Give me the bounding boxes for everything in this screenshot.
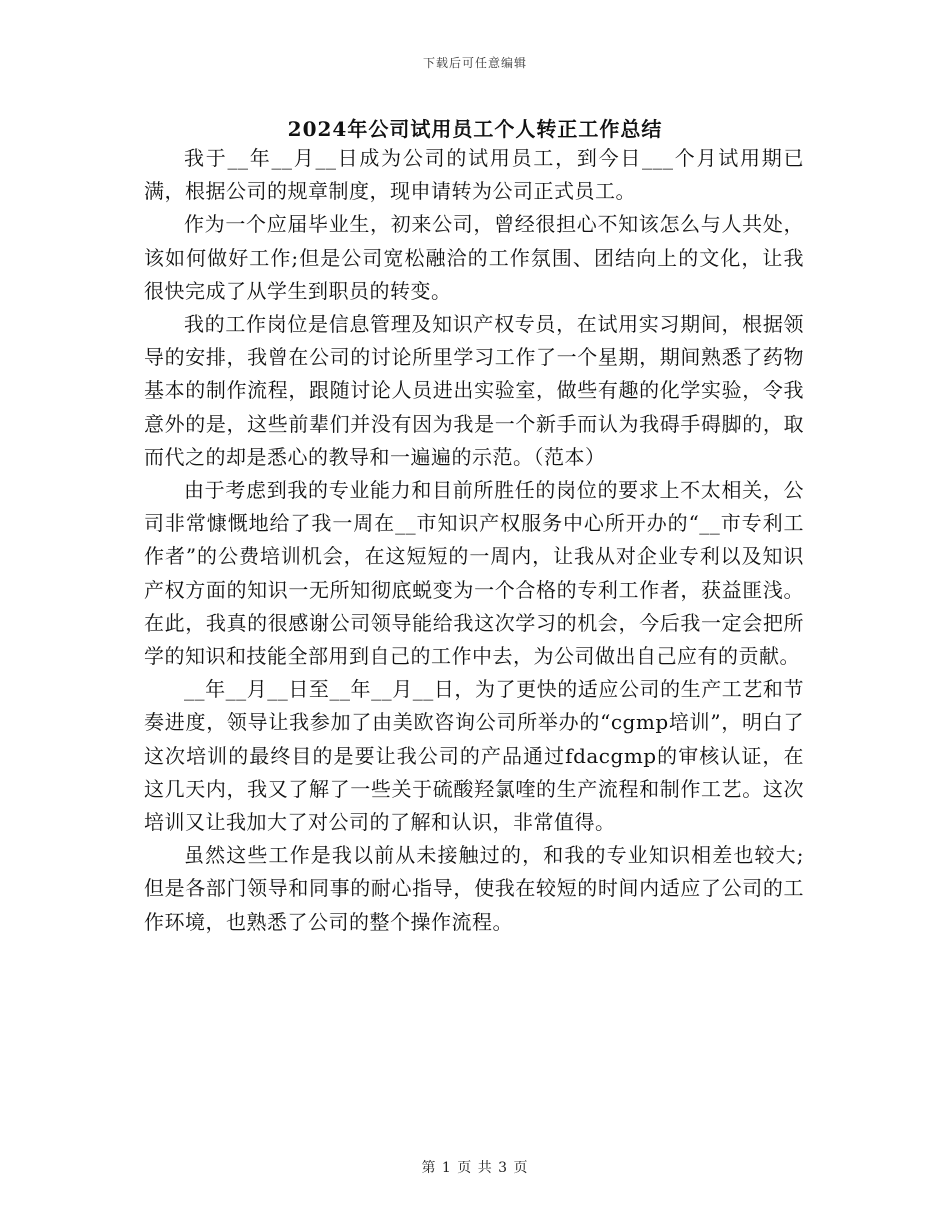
paragraph: __年__月__日至__年__月__日，为了更快的适应公司的生产工艺和节奏进度，领导让我参加了由美欧咨询公司所举办的“cgmp培训”，明白了这次培训的最终目的是要让我公司的产品通过fdacgmp的审核认证，在这几天内，我又了解了一些关于硫酸羟氯喹的生产流程和制作工艺。这次培训又让我加大了对公司的了解和认识，非常值得。 — [144, 677, 804, 835]
paragraph: 我于__年__月__日成为公司的试用员工，到今日___个月试用期已满，根据公司的规章制度，现申请转为公司正式员工。 — [144, 146, 804, 204]
paragraph: 作为一个应届毕业生，初来公司，曾经很担心不知该怎么与人共处，该如何做好工作;但是公司宽松融洽的工作氛围、团结向上的文化，让我很快完成了从学生到职员的转变。 — [144, 212, 804, 303]
paragraph: 我的工作岗位是信息管理及知识产权专员，在试用实习期间，根据领导的安排，我曾在公司的讨论所里学习工作了一个星期，期间熟悉了药物基本的制作流程，跟随讨论人员进出实验室，做些有趣的化学实验，令我意外的是，这些前辈们并没有因为我是一个新手而认为我碍手碍脚的，取而代之的却是悉心的教导和一遍遍的示范。（范本） — [144, 312, 804, 469]
paragraph: 虽然这些工作是我以前从未接触过的，和我的专业知识相差也较大;但是各部门领导和同事的耐心指导，使我在较短的时间内适应了公司的工作环境，也熟悉了公司的整个操作流程。 — [144, 843, 804, 934]
document-title: 2024年公司试用员工个人转正工作总结 — [287, 117, 663, 141]
document-body — [144, 142, 804, 939]
page-number: 第 1 页 共 3 页 — [421, 1160, 529, 1176]
page-header: 下载后可任意编辑 — [422, 56, 527, 70]
paragraph: 由于考虑到我的专业能力和目前所胜任的岗位的要求上不太相关，公司非常慷慨地给了我一周在__市知识产权服务中心所开办的“__市专利工作者”的公费培训机会，在这短短的一周内，让我从对企业专利以及知识产权方面的知识一无所知彻底蜕变为一个合格的专利工作者，获益匪浅。在此，我真的很感谢公司领导能给我这次学习的机会，今后我一定会把所学的知识和技能全部用到自己的工作中去，为公司做出自己应有的贡献。 — [144, 478, 804, 669]
